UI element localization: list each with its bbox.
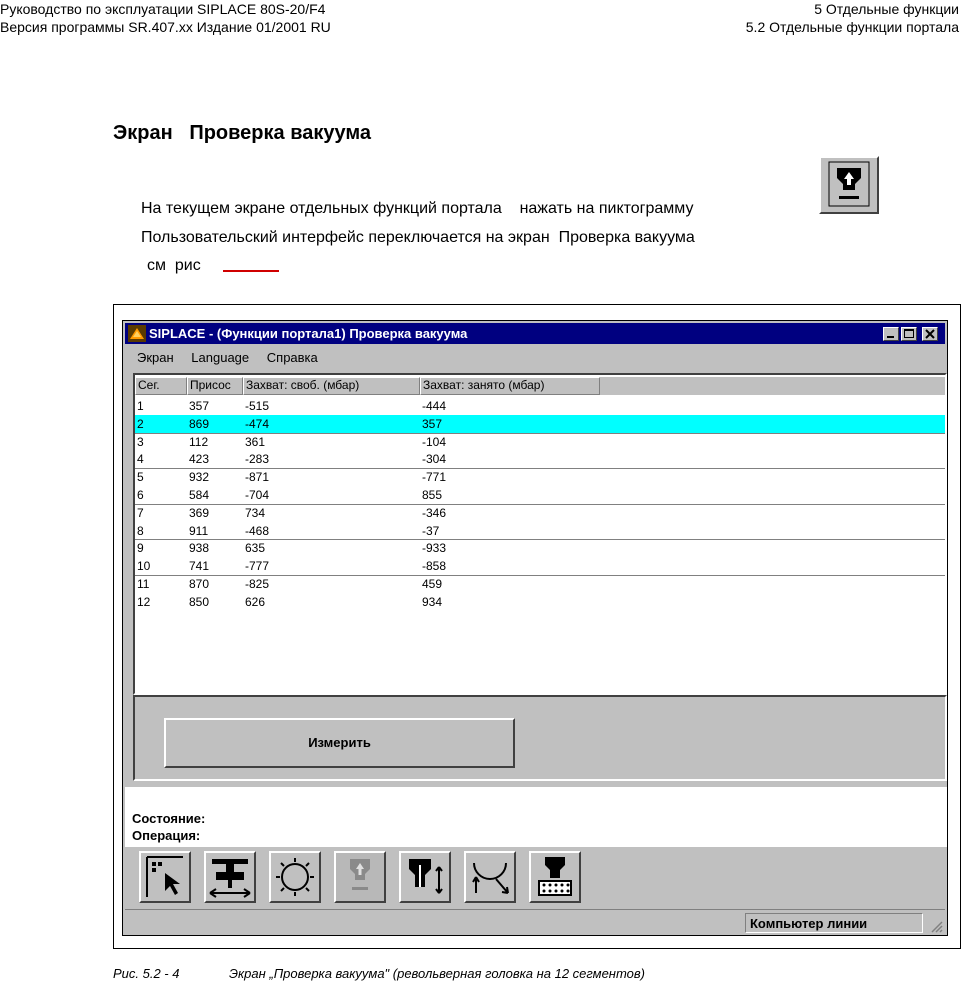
cell-occupied: -37: [422, 523, 440, 538]
close-icon: [923, 328, 937, 340]
table-row[interactable]: [135, 486, 945, 504]
nozzle-height-icon: [401, 853, 449, 901]
column-header-segment[interactable]: Сег.: [135, 377, 187, 395]
column-header-free[interactable]: Захват: своб. (мбар): [243, 377, 420, 395]
table-row[interactable]: [135, 593, 945, 611]
table-row[interactable]: [135, 397, 945, 415]
cell-nozzle: 369: [189, 505, 210, 520]
table-row[interactable]: [135, 504, 945, 522]
table-row[interactable]: [135, 539, 945, 557]
cell-segment: 3: [137, 434, 144, 449]
close-button[interactable]: [922, 327, 938, 341]
cell-segment: 1: [137, 399, 144, 413]
cell-free: 734: [245, 505, 266, 520]
maximize-button[interactable]: [901, 327, 917, 341]
tool-head-move-button[interactable]: [204, 851, 256, 903]
measure-panel: [133, 695, 947, 781]
cell-occupied: -304: [422, 452, 447, 467]
resize-grip-icon[interactable]: [929, 919, 943, 933]
cell-free: -515: [245, 399, 270, 413]
cell-nozzle: 423: [189, 452, 210, 467]
cell-nozzle: 870: [189, 577, 210, 591]
figure-reference-underline: [223, 270, 279, 272]
cell-nozzle: 357: [189, 399, 210, 413]
cell-nozzle: 932: [189, 470, 210, 485]
title-bar: [125, 323, 945, 344]
cell-segment: 2: [137, 416, 144, 431]
cell-free: 635: [245, 541, 266, 556]
cell-nozzle: 584: [189, 488, 210, 502]
head-move-icon: [206, 853, 254, 901]
app-logo-icon: [128, 325, 146, 342]
cell-segment: 9: [137, 541, 144, 556]
cell-nozzle: 869: [189, 416, 210, 431]
cell-segment: 5: [137, 470, 144, 485]
window-title: SIPLACE - (Функции портала1) Проверка вакуума: [149, 326, 468, 341]
cell-nozzle: 938: [189, 541, 210, 556]
doc-header-left-2: Версия программы SR.407.xx Издание 01/2001 RU: [0, 19, 331, 35]
figure-number: Рис. 5.2 - 4: [113, 966, 180, 981]
cell-segment: 12: [137, 594, 151, 609]
column-header-occupied[interactable]: Захват: занято (мбар): [420, 377, 600, 395]
menu-screen[interactable]: Экран: [137, 350, 174, 365]
table-row[interactable]: [135, 433, 945, 451]
revolver-head-icon: [271, 853, 319, 901]
tool-nozzle-changer-button[interactable]: [529, 851, 581, 903]
measure-button[interactable]: Измерить: [164, 718, 515, 768]
cell-occupied: 934: [422, 594, 443, 609]
cell-occupied: -933: [422, 541, 447, 556]
cell-segment: 11: [137, 577, 150, 591]
vacuum-check-icon: [336, 853, 384, 901]
table-row[interactable]: [135, 522, 945, 540]
section-title: Экран Проверка вакуума: [113, 122, 371, 144]
cell-nozzle: 741: [189, 559, 210, 574]
doc-header-right-1: 5 Отдельные функции: [814, 1, 959, 17]
instruction-line-2: Пользовательский интерфейс переключается на экран Проверка вакуума: [141, 229, 695, 246]
table-row[interactable]: [135, 415, 945, 433]
table-row[interactable]: [135, 468, 945, 486]
cell-free: 361: [245, 434, 266, 449]
tool-select-button[interactable]: [139, 851, 191, 903]
table-body: [135, 397, 945, 687]
instruction-line-3: см рис: [147, 257, 201, 274]
doc-header-right-2: 5.2 Отдельные функции портала: [745, 19, 959, 35]
app-window: [122, 320, 948, 936]
cell-free: -825: [245, 577, 270, 591]
minimize-icon: [884, 328, 898, 340]
cell-free: -777: [245, 559, 270, 574]
rotate-segments-icon: [466, 853, 514, 901]
cell-nozzle: 850: [189, 594, 210, 609]
menu-help[interactable]: Справка: [266, 350, 318, 365]
cell-occupied: 459: [422, 577, 443, 591]
maximize-icon: [902, 328, 916, 340]
cell-occupied: -771: [422, 470, 447, 485]
cell-segment: 7: [137, 505, 144, 520]
figure-caption: Экран „Проверка вакуума" (револьверная головка на 12 сегментов): [229, 966, 645, 981]
statusbar-panel: [745, 913, 923, 933]
statusbar-divider: [125, 909, 945, 910]
tool-rotate-segments-button[interactable]: [464, 851, 516, 903]
cell-occupied: 855: [422, 488, 443, 502]
minimize-button[interactable]: [883, 327, 899, 341]
table-row[interactable]: [135, 557, 945, 575]
toolbar: [137, 851, 597, 907]
vacuum-check-pictogram: [819, 156, 879, 214]
column-header-nozzle[interactable]: Присос: [187, 377, 243, 395]
cell-segment: 4: [137, 452, 144, 467]
doc-header-left-1: Руководство по эксплуатации SIPLACE 80S-20/F4: [0, 1, 326, 17]
cell-occupied: -858: [422, 559, 447, 574]
status-area: [125, 787, 947, 847]
status-label: Состояние:: [132, 811, 206, 826]
cell-free: -871: [245, 470, 270, 485]
tool-nozzle-height-button[interactable]: [399, 851, 451, 903]
vacuum-check-icon: [821, 158, 877, 212]
nozzle-changer-icon: [531, 853, 579, 901]
cell-nozzle: 911: [189, 523, 209, 538]
cell-segment: 10: [137, 559, 151, 574]
statusbar-text: Компьютер линии: [750, 916, 868, 931]
instruction-line-1: На текущем экране отдельных функций портала нажать на пиктограмму: [141, 200, 694, 217]
cell-nozzle: 112: [189, 434, 209, 449]
menu-language[interactable]: Language: [191, 350, 250, 365]
cell-occupied: -104: [422, 434, 447, 449]
cell-segment: 6: [137, 488, 144, 502]
tool-revolver-button[interactable]: [269, 851, 321, 903]
cell-free: -474: [245, 416, 270, 431]
segment-table: [133, 373, 947, 695]
table-row[interactable]: [135, 575, 945, 593]
column-header-filler: [600, 377, 945, 395]
cell-occupied: -444: [422, 399, 447, 413]
cell-free: -283: [245, 452, 270, 467]
cell-segment: 8: [137, 523, 144, 538]
cell-free: -704: [245, 488, 270, 502]
cell-occupied: -346: [422, 505, 447, 520]
cell-occupied: 357: [422, 416, 443, 431]
select-pointer-icon: [141, 853, 189, 901]
cell-free: 626: [245, 594, 266, 609]
table-row[interactable]: [135, 450, 945, 468]
tool-vacuum-check-button[interactable]: [334, 851, 386, 903]
operation-label: Операция:: [132, 828, 201, 843]
menu-bar: [137, 350, 332, 365]
cell-free: -468: [245, 523, 270, 538]
